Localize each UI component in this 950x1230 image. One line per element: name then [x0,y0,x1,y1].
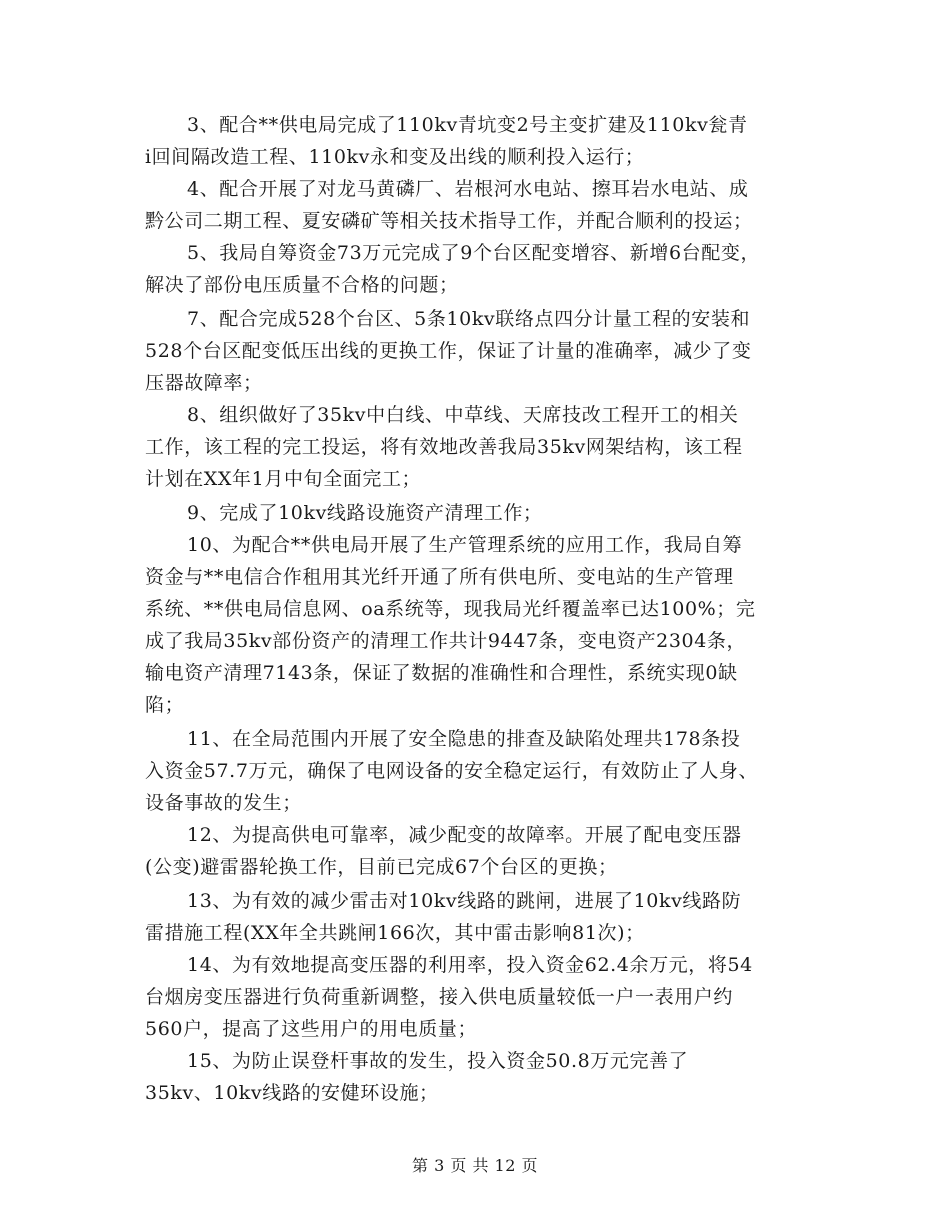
text-line: 计划在XX年1月中旬全面完工； [145,468,422,490]
text-line: 工作，该工程的完工投运，将有效地改善我局35kv网架结构，该工程 [145,436,743,458]
text-line: 9、完成了10kv线路设施资产清理工作； [187,502,543,524]
text-line: ⅰ回间隔改造工程、110kv永和变及出线的顺利投入运行； [145,146,645,168]
text-line: 15、为防止误登杆事故的发生，投入资金50.8万元完善了 [187,1050,689,1072]
text-line: 7、配合完成528个台区、5条10kv联络点四分计量工程的安装和 [187,308,751,330]
text-line: 台烟房变压器进行负荷重新调整，接入供电质量较低一户一表用户约 [145,986,734,1008]
text-line: 系统、**供电局信息网、oa系统等，现我局光纤覆盖率已达100%；完 [145,598,756,620]
text-line: 35kv、10kv线路的安健环设施； [145,1082,439,1104]
text-line: 压器故障率； [145,372,263,394]
text-line: (公变)避雷器轮换工作，目前已完成67个台区的更换； [145,856,618,878]
text-line: 8、组织做好了35kv中白线、中草线、天席技改工程开工的相关 [187,404,739,426]
text-line: 资金与**电信合作租用其光纤开通了所有供电所、变电站的生产管理 [145,566,734,588]
text-line: 陷； [145,694,185,716]
text-line: 14、为有效地提高变压器的利用率，投入资金62.4余万元，将54 [187,954,753,976]
page-footer: 第 3 页 共 12 页 [412,1156,538,1175]
text-line: 雷措施工程(XX年全共跳闸166次，其中雷击影响81次)； [145,922,645,944]
text-line: 13、为有效的减少雷击对10kv线路的跳闸，进展了10kv线路防 [187,890,742,912]
text-line: 12、为提高供电可靠率，减少配变的故障率。开展了配电变压器 [187,824,742,846]
text-line: 528个台区配变低压出线的更换工作，保证了计量的准确率，减少了变 [145,340,752,362]
text-line: 5、我局自筹资金73万元完成了9个台区配变增容、新增6台配变， [187,242,761,264]
text-line: 入资金57.7万元，确保了电网设备的安全稳定运行，有效防止了人身、 [145,760,759,782]
text-line: 设备事故的发生； [145,792,302,814]
text-line: 11、在全局范围内开展了安全隐患的排查及缺陷处理共178条投 [187,728,741,750]
text-line: 输电资产清理7143条，保证了数据的准确性和合理性，系统实现0缺 [145,662,738,684]
text-line: 解决了部份电压质量不合格的问题； [145,274,459,296]
text-line: 成了我局35kv部份资产的清理工作共计9447条，变电资产2304条， [145,630,747,652]
text-line: 3、配合**供电局完成了110kv青坑变2号主变扩建及110kv瓮青 [187,114,748,136]
text-line: 黔公司二期工程、夏安磷矿等相关技术指导工作，并配合顺利的投运； [145,210,753,232]
text-line: 4、配合开展了对龙马黄磷厂、岩根河水电站、擦耳岩水电站、成 [187,178,749,200]
text-line: 560户，提高了这些用户的用电质量； [145,1018,478,1040]
text-line: 10、为配合**供电局开展了生产管理系统的应用工作，我局自筹 [187,534,743,556]
